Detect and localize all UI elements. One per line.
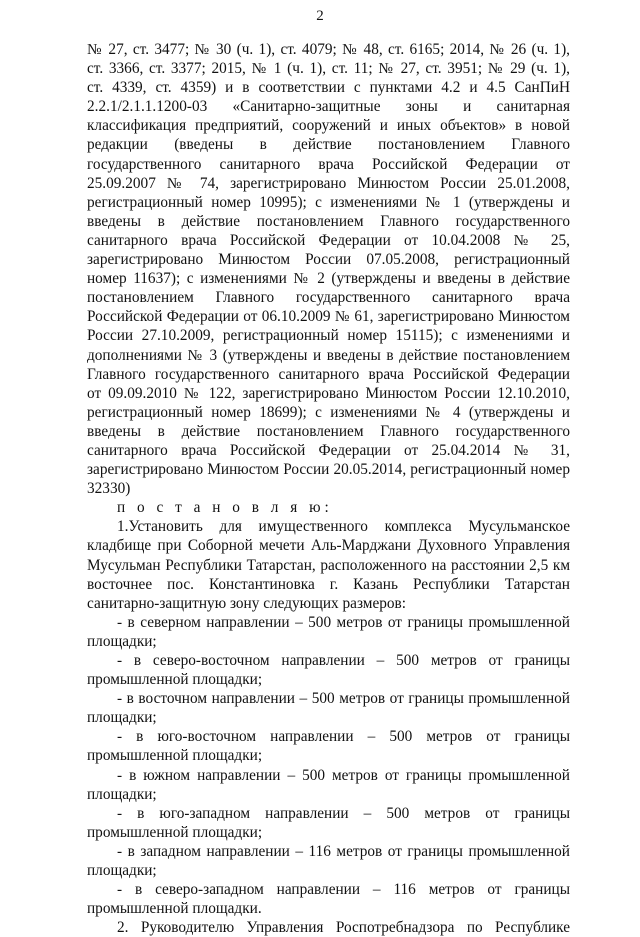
- text-line: дополнениями № 3 (утверждены и введены в действие постановлением: [87, 346, 570, 364]
- zone-item-north: - в северном направлении – 500 метров от границы промышленной: [117, 613, 570, 631]
- text-line: Главного государственного санитарного врача Российской Федерации: [87, 365, 570, 383]
- zone-item-south: - в южном направлении – 500 метров от границы промышленной: [117, 766, 570, 784]
- text-line: Российской Федерации от 06.10.2009 № 61, зарегистрировано Минюстом: [87, 308, 570, 326]
- zone-item-northwest: - в северо-западном направлении – 116 метров от границы: [117, 881, 570, 899]
- zone-item-northeast: - в северо-восточном направлении – 500 метров от границы: [117, 652, 570, 669]
- zone-item-southeast: - в юго-восточном направлении – 500 метров от границы: [117, 728, 570, 746]
- page-number: 2: [316, 8, 324, 24]
- clause-2-line: 2. Руководителю Управления Роспотребнадзора по Республике: [117, 919, 570, 937]
- zone-item-east-cont: площадки;: [87, 709, 157, 727]
- zone-item-southwest-cont: промышленной площадки;: [87, 823, 263, 841]
- text-line: введены в действие постановлением Главного государственного: [87, 422, 570, 440]
- zone-item-east: - в восточном направлении – 500 метров от границы промышленной: [117, 690, 570, 708]
- zone-item-northwest-cont: промышленной площадки.: [87, 900, 262, 918]
- decree-word: п о с т а н о в л я ю:: [117, 499, 333, 517]
- text-line: номер 11637); с изменениями № 2 (утверждены и введены в действие: [87, 270, 570, 288]
- zone-item-south-cont: площадки;: [87, 785, 157, 803]
- text-line: от 09.09.2010 № 122, зарегистрировано Минюстом России 12.10.2010,: [87, 384, 570, 402]
- text-line: 32330): [87, 480, 131, 498]
- zone-item-west-cont: площадки;: [87, 862, 157, 880]
- text-line: регистрационный номер 10995); с изменениями № 1 (утверждены и: [87, 193, 570, 211]
- clause-1-line: Мусульман Республики Татарстан, расположенного на расстоянии 2,5 км: [87, 556, 570, 574]
- zone-item-southeast-cont: промышленной площадки;: [87, 747, 263, 765]
- text-line: санитарного врача Российской Федерации от 10.04.2008 № 25,: [87, 231, 570, 249]
- text-line: введены в действие постановлением Главного государственного: [87, 212, 570, 230]
- text-line: зарегистрировано Минюстом России 20.05.2014, регистрационный номер: [87, 461, 570, 479]
- clause-1-line: 1.Установить для имущественного комплекса Мусульманское: [117, 518, 570, 536]
- zone-item-southwest: - в юго-западном направлении – 500 метров от границы: [117, 804, 570, 822]
- document-body: [87, 40, 570, 937]
- text-line: № 27, ст. 3477; № 30 (ч. 1), ст. 4079; № 48, ст. 6165; 2014, № 26 (ч. 1),: [87, 41, 570, 58]
- clause-1-line: санитарно-защитную зону следующих размеров:: [87, 594, 407, 612]
- zone-item-west: - в западном направлении – 116 метров от границы промышленной: [117, 842, 570, 860]
- text-line: ст. 4339, ст. 4359) и в соответствии с пунктами 4.2 и 4.5 СанПиН: [87, 79, 570, 97]
- text-line: регистрационный номер 18699); с изменениями № 4 (утверждены и: [87, 403, 570, 421]
- clause-1-line: восточнее пос. Константиновка г. Казань Республики Татарстан: [87, 575, 570, 593]
- text-line: России 27.10.2009, регистрационный номер 15115); с изменениями и: [87, 327, 570, 345]
- text-line: государственного санитарного врача Российской Федерации от: [87, 155, 570, 173]
- text-line: 25.09.2007 № 74, зарегистрировано Минюстом России 25.01.2008,: [87, 174, 570, 192]
- text-line: постановлением Главного государственного санитарного врача: [87, 289, 570, 307]
- text-line: классификация предприятий, сооружений и иных объектов» в новой: [87, 117, 570, 135]
- clause-1-line: кладбище при Соборной мечети Аль-Марджани Духовного Управления: [87, 537, 570, 555]
- text-line: редакции (введены в действие постановлением Главного: [87, 136, 570, 154]
- zone-item-northeast-cont: промышленной площадки;: [87, 671, 263, 689]
- zone-item-north-cont: площадки;: [87, 632, 157, 650]
- text-line: ст. 3366, ст. 3377; 2015, № 1 (ч. 1), ст. 11; № 27, ст. 3951; № 29 (ч. 1),: [87, 60, 570, 78]
- text-line: зарегистрировано Минюстом России 07.05.2008, регистрационный: [87, 251, 570, 269]
- text-line: 2.2.1/2.1.1.1200-03 «Санитарно-защитные зоны и санитарная: [87, 98, 570, 116]
- text-line: санитарного врача Российской Федерации от 25.04.2014 № 31,: [87, 441, 570, 459]
